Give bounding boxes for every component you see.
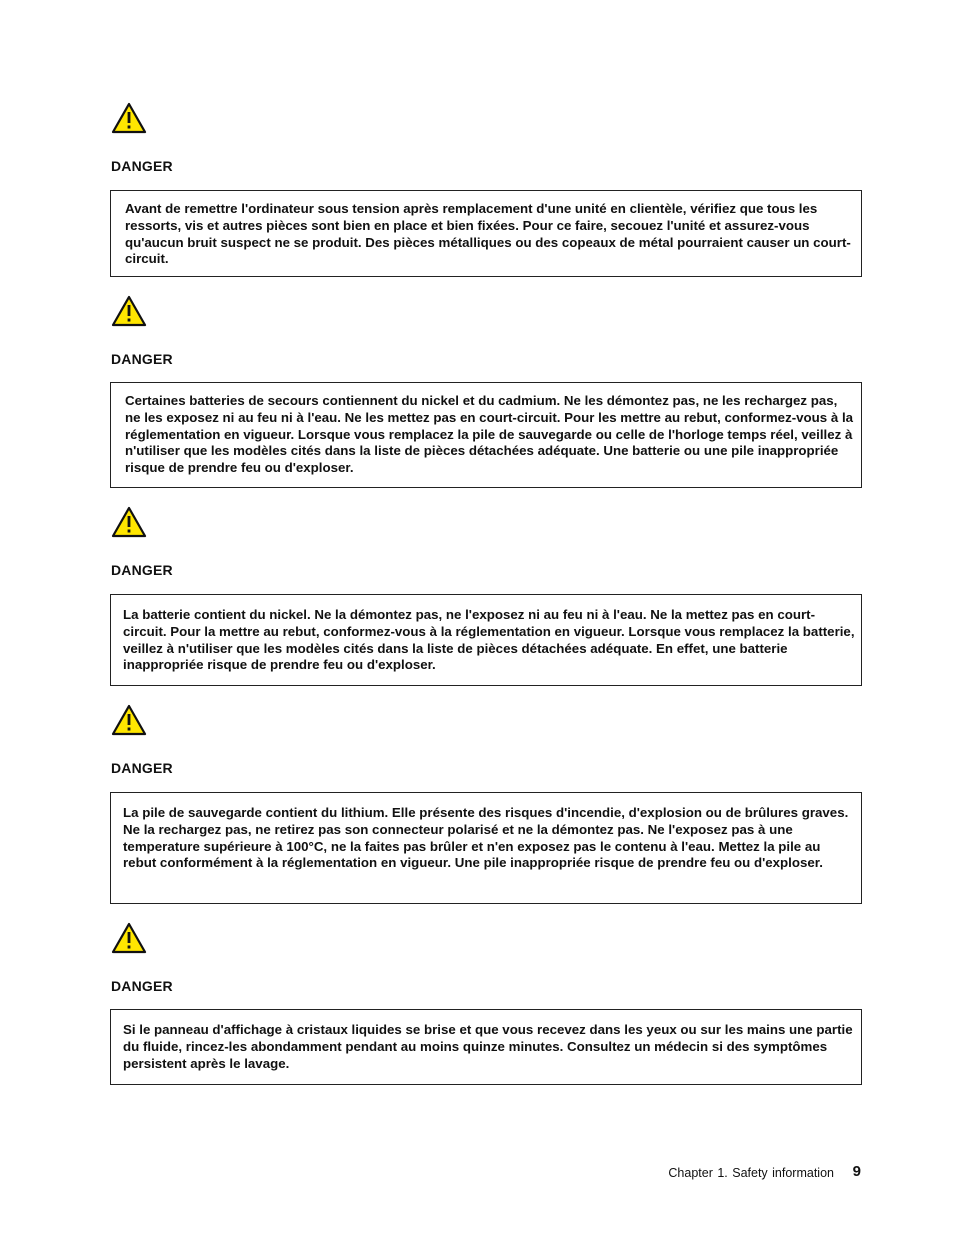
danger-notice-box <box>110 792 862 904</box>
danger-notice-text: La batterie contient du nickel. Ne la démontez pas, ne l'exposez ni au feu ni à l'eau. Ne la mettez pas en court-circuit. Pour la mettre au rebut, conformez-vous à la réglementation en vigueur. Lorsque vous remplacez la batterie, veillez à n'utiliser que les modèles cités dans la liste de pièces détachées adéquate. En effet, une batterie inappropriée risque de prendre feu ou d'exploser. <box>123 607 855 673</box>
danger-heading: DANGER <box>111 158 173 174</box>
danger-heading: DANGER <box>111 978 173 994</box>
danger-notice-text: Avant de remettre l'ordinateur sous tension après remplacement d'une unité en clientèle, vérifiez que tous les ressorts, vis et autres pièces sont bien en place et bien fixées. Pour ce faire, secouez l'unité et assurez-vous qu'aucun bruit suspect ne se produit. Des pièces métalliques ou des copeaux de métal pourraient causer un court-circuit. <box>125 201 851 267</box>
danger-notice-box <box>110 382 862 488</box>
warning-triangle-icon <box>111 506 147 538</box>
page-number: 9 <box>852 1163 861 1180</box>
danger-notice-box <box>110 1009 862 1085</box>
danger-heading: DANGER <box>111 562 173 578</box>
warning-triangle-icon <box>111 102 147 134</box>
footer-chapter-title: Chapter 1. Safety information <box>668 1166 834 1180</box>
danger-notice-box <box>110 190 862 277</box>
warning-triangle-icon <box>111 295 147 327</box>
danger-heading: DANGER <box>111 351 173 367</box>
danger-notice-box <box>110 594 862 686</box>
danger-notice-text: Si le panneau d'affichage à cristaux liquides se brise et que vous recevez dans les yeux ou sur les mains une partie du fluide, rincez-les abondamment pendant au moins quinze minutes. Consultez un médecin si des symptômes persistent après le lavage. <box>123 1022 853 1071</box>
danger-notice-text: La pile de sauvegarde contient du lithium. Elle présente des risques d'incendie, d'explosion ou de brûlures graves. Ne la rechargez pas, ne retirez pas son connecteur polarisé et ne la démontez pas. Ne l'exposez pas à une temperature supérieure à 100°C, ne la faites pas brûler et n'en exposez pas le contenu à l'eau. Mettez la pile au rebut conformément à la réglementation en vigueur. Une pile inappropriée risque de prendre feu ou d'exploser. <box>123 805 849 871</box>
danger-notice-text: Certaines batteries de secours contiennent du nickel et du cadmium. Ne les démontez pas, ne les rechargez pas, ne les exposez ni au feu ni à l'eau. Ne les mettez pas en court-circuit. Pour les mettre au rebut, conformez-vous à la réglementation en vigueur. Lorsque vous remplacez la pile de sauvegarde ou celle de l'horloge temps réel, veillez à n'utiliser que les modèles cités dans la liste de pièces détachées adéquate. Une batterie ou une pile inappropriée risque de prendre feu ou d'exploser. <box>125 393 854 476</box>
warning-triangle-icon <box>111 922 147 954</box>
danger-heading: DANGER <box>111 760 173 776</box>
warning-triangle-icon <box>111 704 147 736</box>
